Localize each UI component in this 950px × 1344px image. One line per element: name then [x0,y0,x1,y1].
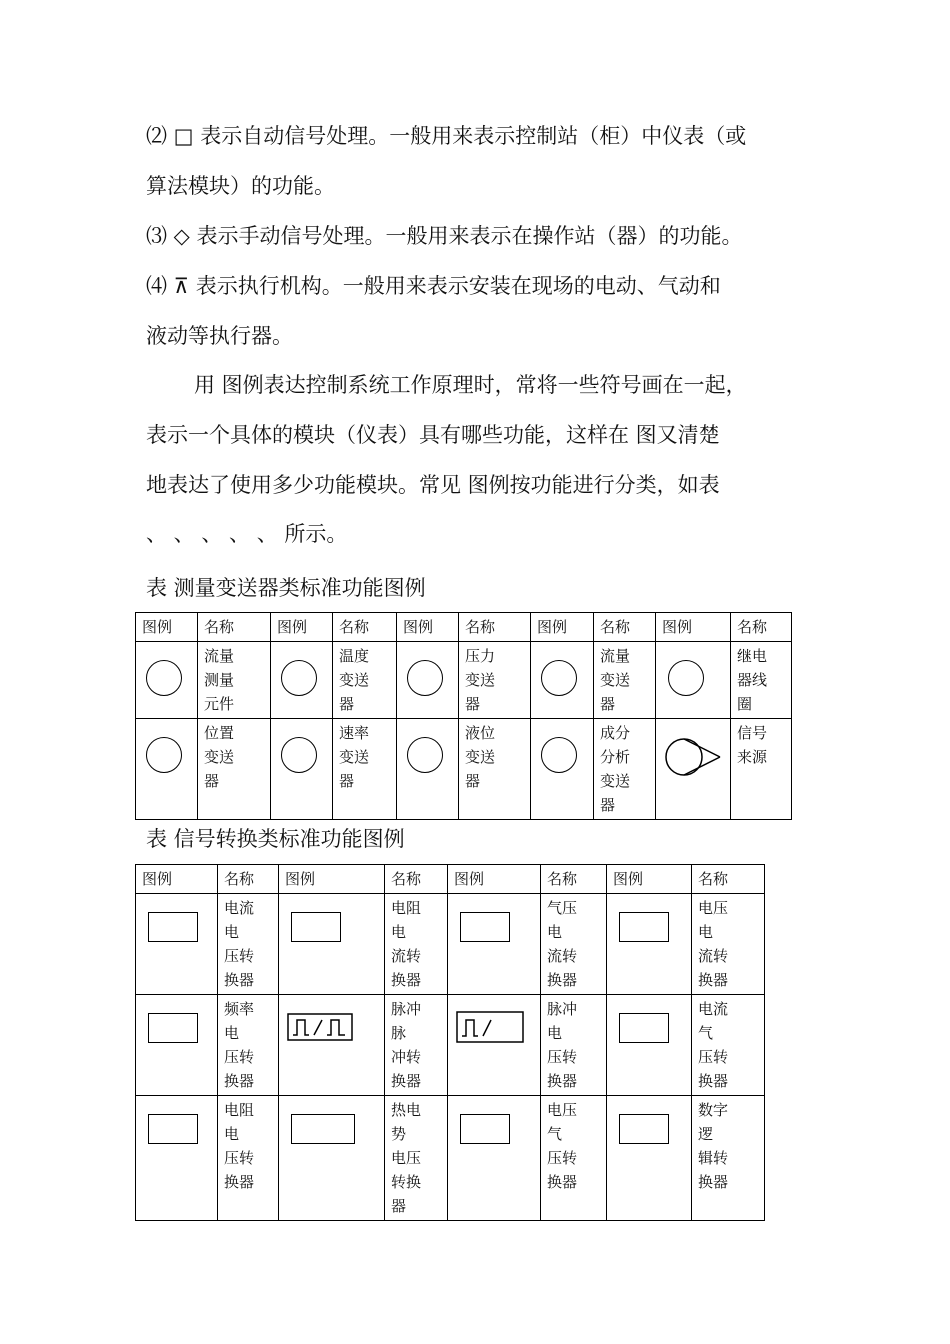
legend-cell [136,995,218,1096]
table-cell-name: 温度 变送 器 [333,642,397,719]
pulse-voltage-icon [456,1011,526,1045]
table-header: 名称 [198,613,271,642]
instrument-circle-icon [541,737,577,773]
instrument-circle-icon [146,737,182,773]
legend-cell [656,642,731,719]
table-cell-name: 压力 变送 器 [459,642,531,719]
legend-cell [279,1096,385,1221]
table1-caption: 表 测量变送器类标准功能图例 [146,576,426,600]
signal-source-icon [662,731,726,791]
paragraph-line-6: 用 图例表达控制系统工作原理时，常将一些符号画在一起， [194,373,747,397]
table2-caption: 表 信号转换类标准功能图例 [146,827,405,851]
table-cell-name: 信号 来源 [731,719,792,820]
table-cell-name: 热电 势 电压 转换 器 [385,1096,448,1221]
table-header: 图例 [531,613,594,642]
instrument-circle-icon [146,660,182,696]
legend-cell [279,894,385,995]
legend-cell [448,995,541,1096]
table-cell-name: 流量 变送 器 [594,642,656,719]
table-header: 名称 [218,865,279,894]
legend-cell [136,894,218,995]
legend-cell [397,719,459,820]
table-cell-name: 电压 气 压转 换器 [541,1096,607,1221]
paragraph-line-7: 表示一个具体的模块（仪表）具有哪些功能，这样在 图又清楚 [146,423,720,447]
instrument-circle-icon [407,737,443,773]
table-cell-name: 电流 电 压转 换器 [218,894,279,995]
table-header: 名称 [333,613,397,642]
converter-box-icon [148,1013,198,1043]
measurement-transmitter-table [135,612,792,820]
table-header: 图例 [448,865,541,894]
converter-box-icon [619,912,669,942]
table-header: 图例 [607,865,692,894]
legend-cell [136,642,198,719]
paragraph-line-4: ⑷ ⊼ 表示执行机构。一般用来表示安装在现场的电动、气动和 [146,274,721,298]
table-header: 名称 [731,613,792,642]
paragraph-line-3: ⑶ ◇ 表示手动信号处理。一般用来表示在操作站（器）的功能。 [146,224,743,248]
table-header: 名称 [692,865,765,894]
instrument-circle-icon [281,660,317,696]
table-cell-name: 电流 气 压转 换器 [692,995,765,1096]
converter-box-icon [619,1114,669,1144]
converter-box-icon [460,912,510,942]
table-cell-name: 位置 变送 器 [198,719,271,820]
legend-cell [531,642,594,719]
legend-cell [607,1096,692,1221]
signal-converter-table [135,864,765,1221]
table-cell-name: 频率 电 压转 换器 [218,995,279,1096]
table-cell-name: 数字 逻 辑转 换器 [692,1096,765,1221]
table-header: 图例 [656,613,731,642]
table-cell-name: 继电 器线 圈 [731,642,792,719]
converter-box-icon [148,1114,198,1144]
table-header: 图例 [271,613,333,642]
instrument-circle-icon [668,660,704,696]
table-cell-name: 脉冲 电 压转 换器 [541,995,607,1096]
table-header: 名称 [541,865,607,894]
legend-cell [136,719,198,820]
converter-box-icon [619,1013,669,1043]
table-cell-name: 速率 变送 器 [333,719,397,820]
table-cell-name: 流量 测量 元件 [198,642,271,719]
legend-cell [136,1096,218,1221]
converter-box-icon [148,912,198,942]
legend-cell [279,995,385,1096]
converter-box-icon [291,1114,355,1144]
table-cell-name: 成分 分析 变送 器 [594,719,656,820]
table-header: 图例 [136,613,198,642]
instrument-circle-icon [541,660,577,696]
table-cell-name: 气压 电 流转 换器 [541,894,607,995]
instrument-circle-icon [281,737,317,773]
legend-cell [656,719,731,820]
table-cell-name: 脉冲 脉 冲转 换器 [385,995,448,1096]
legend-cell [397,642,459,719]
instrument-circle-icon [407,660,443,696]
paragraph-line-1: ⑵ □ 表示自动信号处理。一般用来表示控制站（柜）中仪表（或 [146,124,747,148]
pulse-pulse-icon [287,1013,355,1043]
legend-cell [271,642,333,719]
legend-cell [448,1096,541,1221]
paragraph-line-8: 地表达了使用多少功能模块。常见 图例按功能进行分类，如表 [146,473,720,497]
legend-cell [271,719,333,820]
table-header: 图例 [136,865,218,894]
table-cell-name: 电压 电 流转 换器 [692,894,765,995]
paragraph-line-9: 、 、 、 、 、 所示。 [146,522,348,546]
legend-cell [607,894,692,995]
paragraph-line-2: 算法模块）的功能。 [146,174,335,198]
table-header: 名称 [594,613,656,642]
legend-cell [607,995,692,1096]
legend-cell [531,719,594,820]
table-header: 名称 [459,613,531,642]
converter-box-icon [460,1114,510,1144]
table-cell-name: 液位 变送 器 [459,719,531,820]
table-cell-name: 电阻 电 压转 换器 [218,1096,279,1221]
table-cell-name: 电阻 电 流转 换器 [385,894,448,995]
paragraph-line-5: 液动等执行器。 [146,324,293,348]
table-header: 图例 [397,613,459,642]
legend-cell [448,894,541,995]
converter-box-icon [291,912,341,942]
table-header: 图例 [279,865,385,894]
table-header: 名称 [385,865,448,894]
